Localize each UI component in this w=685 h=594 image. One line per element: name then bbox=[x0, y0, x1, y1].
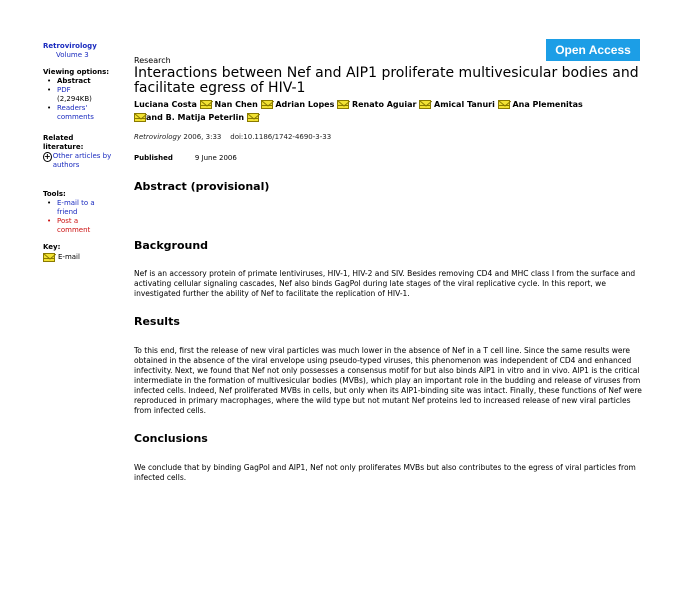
tools-list bbox=[43, 199, 113, 235]
other-articles-row[interactable] bbox=[43, 152, 113, 170]
background-heading: Background bbox=[134, 239, 209, 252]
author-email-icon[interactable] bbox=[261, 100, 273, 109]
viewing-options-list bbox=[43, 77, 113, 122]
citation-volume: 2006, 3:33 bbox=[181, 133, 222, 141]
citation bbox=[134, 133, 646, 141]
envelope-icon bbox=[43, 253, 55, 262]
author-name: Nan Chen bbox=[214, 100, 258, 109]
published-row bbox=[134, 154, 646, 162]
key-heading: Key: bbox=[43, 243, 61, 251]
author-email-icon[interactable] bbox=[247, 113, 259, 122]
author-email-icon[interactable] bbox=[498, 100, 510, 109]
plus-circle-icon: + bbox=[44, 152, 51, 161]
other-articles-link[interactable]: Other articles by authors bbox=[52, 152, 112, 169]
pdf-size: (2,294KB) bbox=[57, 95, 92, 103]
citation-journal: Retrovirology bbox=[134, 133, 182, 141]
author-email-icon[interactable] bbox=[337, 100, 349, 109]
author-name: Renato Aguiar bbox=[351, 100, 417, 109]
conclusions-text: We conclude that by binding GagPol and AIP1, Nef not only proliferates MVBs but also contributes to the egress of viral particles from infected cells. bbox=[134, 463, 636, 482]
tools-item-email[interactable]: • E-mail to a friend bbox=[47, 199, 95, 216]
author-name: Luciana Costa bbox=[134, 100, 197, 109]
email-friend-link[interactable]: E-mail to a friend bbox=[57, 199, 95, 216]
journal-link[interactable]: Retrovirology bbox=[43, 42, 97, 50]
post-comment-link[interactable]: Post a comment bbox=[57, 217, 91, 234]
article-title: Interactions between Nef and AIP1 proliferate multivesicular bodies and facilitate egress of HIV-1 bbox=[134, 65, 639, 96]
author-email-icon[interactable] bbox=[419, 100, 431, 109]
volume-link[interactable]: Volume 3 bbox=[56, 51, 89, 59]
author-list bbox=[134, 98, 646, 124]
results-heading: Results bbox=[134, 315, 180, 328]
key-email-label: E-mail bbox=[58, 253, 80, 261]
article bbox=[134, 52, 646, 483]
author-email-icon[interactable] bbox=[134, 113, 146, 122]
author-name: Adrian Lopes bbox=[275, 100, 335, 109]
conclusions-heading: Conclusions bbox=[134, 432, 208, 445]
viewing-item-pdf[interactable]: • PDF (2,294KB) bbox=[47, 86, 92, 103]
tools-item-post-comment[interactable]: • Post a comment bbox=[47, 217, 91, 234]
viewing-item-readers-comments[interactable]: • Readers' comments bbox=[47, 104, 94, 121]
background-text: Nef is an accessory protein of primate lentiviruses, HIV-1, HIV-2 and SIV. Besides removing CD4 and MHC class I from the surface and activating cellular signaling cascades, Nef also binds GagPol during late stages of the viral replicative cycle. In this report, we investigated further the ability of Nef to facilitate the replication of HIV-1. bbox=[134, 269, 636, 298]
citation-doi: doi:10.1186/1742-4690-3-33 bbox=[230, 133, 332, 141]
published-date: 9 June 2006 bbox=[194, 154, 237, 162]
viewing-item-abstract: • Abstract bbox=[47, 77, 91, 85]
author-name: Amical Tanuri bbox=[434, 100, 495, 109]
author-name: Ana Plemenitas bbox=[512, 100, 583, 109]
tools-heading: Tools: bbox=[43, 190, 66, 198]
viewing-options-heading: Viewing options: bbox=[43, 68, 110, 76]
sidebar bbox=[43, 42, 113, 262]
abstract-label: Abstract bbox=[57, 77, 91, 85]
article-section-label: Research bbox=[134, 56, 171, 65]
readers-comments-link[interactable]: Readers' comments bbox=[57, 104, 94, 121]
related-literature-heading: Related literature: bbox=[43, 134, 84, 151]
open-access-badge[interactable]: Open Access bbox=[546, 39, 640, 61]
results-text: To this end, first the release of new viral particles was much lower in the absence of Nef in a T cell line. Since the same results were obtained in the absence of the viral envelope using pseudo-typed viruses, this phenomenon was independent of CD4 and enhanced infectivity. Next, we found that Nef not only possesses a consensus motif for but also binds AIP1 in vitro and in vivo. AIP1 is the critical intermediate in the formation of multivesicular bodies (MVBs), which play an important role in the budding and release of viruses from infected cells. Indeed, Nef proliferated MVBs in cells, but only when its AIP1-binding site was intact. Finally, these functions of Nef were reproduced in primary macrophages, where the wild type but not mutant Nef proteins led to increased release of new viral particles from infected cells. bbox=[134, 346, 642, 415]
pdf-link[interactable]: PDF bbox=[57, 86, 71, 94]
key-email-row bbox=[43, 253, 113, 262]
published-label: Published bbox=[134, 154, 173, 162]
abstract-heading: Abstract (provisional) bbox=[134, 180, 270, 193]
author-name: and B. Matija Peterlin bbox=[146, 113, 245, 122]
author-email-icon[interactable] bbox=[200, 100, 212, 109]
